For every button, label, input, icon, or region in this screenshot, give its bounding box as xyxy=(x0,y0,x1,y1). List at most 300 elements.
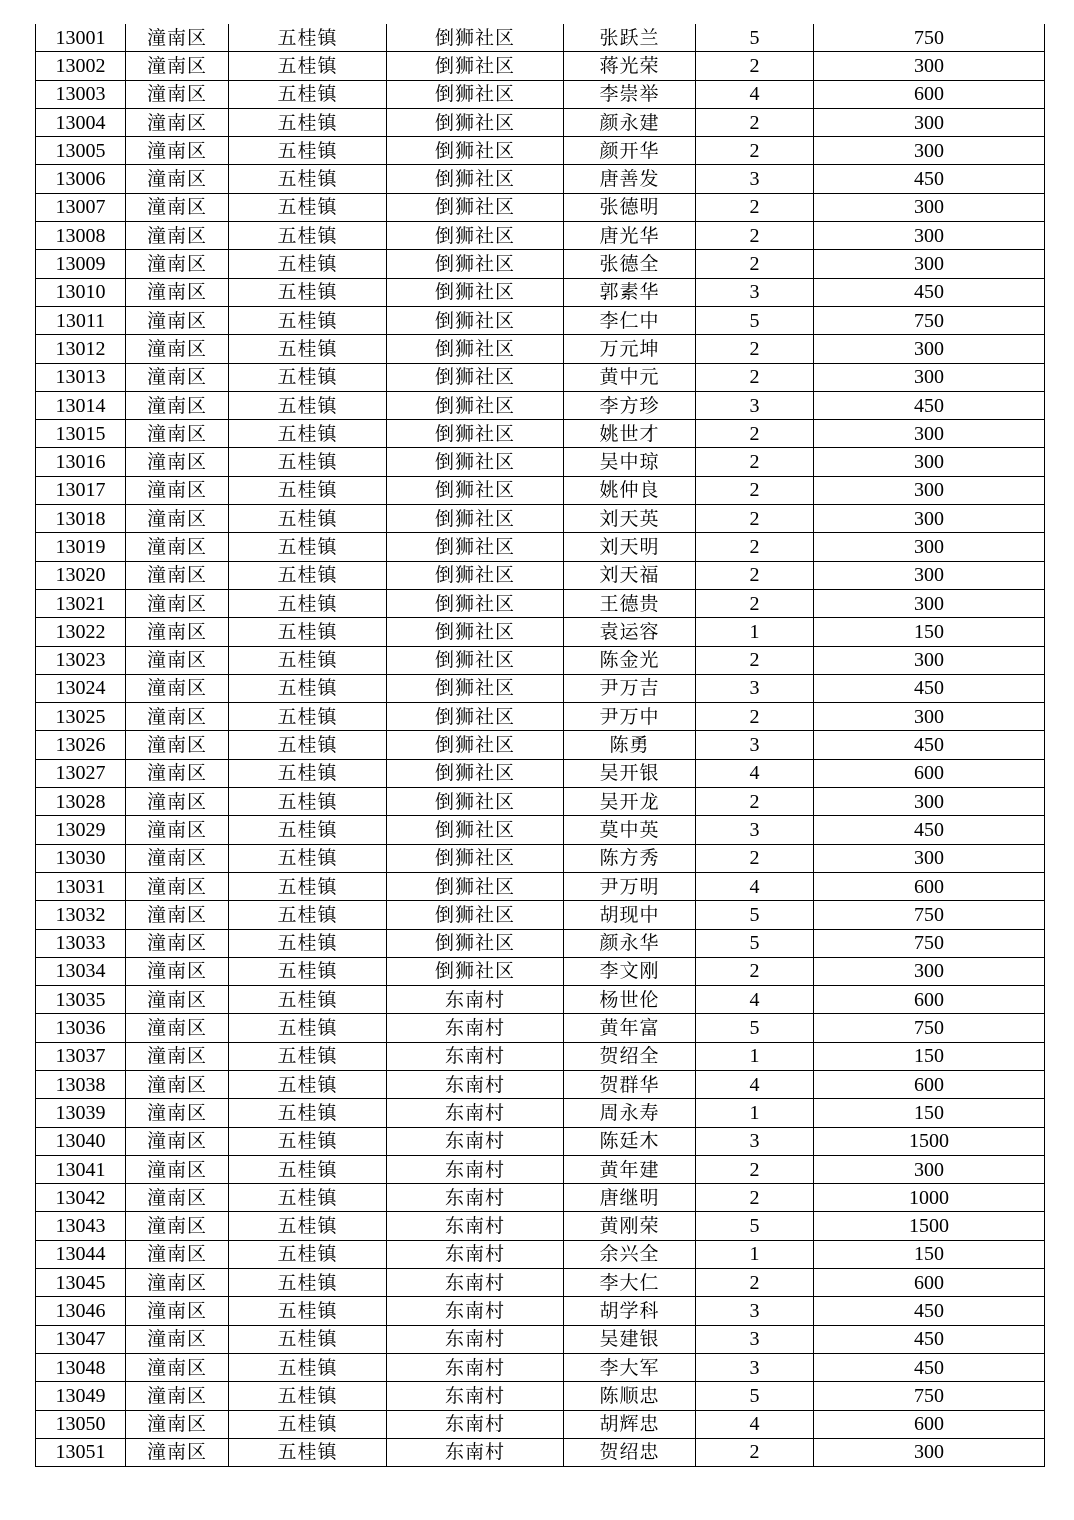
count-cell: 2 xyxy=(696,1155,814,1183)
town-cell: 五桂镇 xyxy=(229,1382,387,1410)
name-cell: 陈勇 xyxy=(564,731,696,759)
count-cell: 2 xyxy=(696,420,814,448)
amount-cell: 300 xyxy=(814,250,1045,278)
id-cell: 13020 xyxy=(36,561,126,589)
amount-cell: 450 xyxy=(814,165,1045,193)
district-cell: 潼南区 xyxy=(126,448,229,476)
id-cell: 13050 xyxy=(36,1410,126,1438)
amount-cell: 450 xyxy=(814,731,1045,759)
amount-cell: 150 xyxy=(814,1240,1045,1268)
community-cell: 倒狮社区 xyxy=(387,80,564,108)
name-cell: 莫中英 xyxy=(564,816,696,844)
district-cell: 潼南区 xyxy=(126,1212,229,1240)
district-cell: 潼南区 xyxy=(126,391,229,419)
id-cell: 13031 xyxy=(36,872,126,900)
community-cell: 东南村 xyxy=(387,1127,564,1155)
amount-cell: 600 xyxy=(814,1410,1045,1438)
id-cell: 13038 xyxy=(36,1070,126,1098)
district-cell: 潼南区 xyxy=(126,646,229,674)
table-row xyxy=(36,533,1045,561)
name-cell: 李文刚 xyxy=(564,957,696,985)
amount-cell: 600 xyxy=(814,986,1045,1014)
table-row xyxy=(36,278,1045,306)
name-cell: 颜永建 xyxy=(564,108,696,136)
name-cell: 贺绍全 xyxy=(564,1042,696,1070)
id-cell: 13019 xyxy=(36,533,126,561)
community-cell: 倒狮社区 xyxy=(387,731,564,759)
district-cell: 潼南区 xyxy=(126,193,229,221)
table-row xyxy=(36,363,1045,391)
district-cell: 潼南区 xyxy=(126,165,229,193)
amount-cell: 600 xyxy=(814,1269,1045,1297)
table-row xyxy=(36,1240,1045,1268)
count-cell: 5 xyxy=(696,1212,814,1240)
community-cell: 倒狮社区 xyxy=(387,533,564,561)
community-cell: 东南村 xyxy=(387,1353,564,1381)
amount-cell: 450 xyxy=(814,674,1045,702)
name-cell: 周永寿 xyxy=(564,1099,696,1127)
count-cell: 2 xyxy=(696,844,814,872)
count-cell: 2 xyxy=(696,957,814,985)
count-cell: 2 xyxy=(696,108,814,136)
district-cell: 潼南区 xyxy=(126,929,229,957)
count-cell: 3 xyxy=(696,1127,814,1155)
amount-cell: 600 xyxy=(814,872,1045,900)
community-cell: 倒狮社区 xyxy=(387,278,564,306)
table-row xyxy=(36,703,1045,731)
id-cell: 13051 xyxy=(36,1438,126,1466)
id-cell: 13013 xyxy=(36,363,126,391)
community-cell: 倒狮社区 xyxy=(387,222,564,250)
town-cell: 五桂镇 xyxy=(229,108,387,136)
district-cell: 潼南区 xyxy=(126,731,229,759)
id-cell: 13005 xyxy=(36,137,126,165)
town-cell: 五桂镇 xyxy=(229,618,387,646)
name-cell: 胡辉忠 xyxy=(564,1410,696,1438)
town-cell: 五桂镇 xyxy=(229,1014,387,1042)
community-cell: 倒狮社区 xyxy=(387,788,564,816)
table-row xyxy=(36,391,1045,419)
count-cell: 2 xyxy=(696,335,814,363)
name-cell: 李大军 xyxy=(564,1353,696,1381)
id-cell: 13035 xyxy=(36,986,126,1014)
amount-cell: 300 xyxy=(814,957,1045,985)
town-cell: 五桂镇 xyxy=(229,250,387,278)
name-cell: 尹万中 xyxy=(564,703,696,731)
count-cell: 2 xyxy=(696,363,814,391)
community-cell: 倒狮社区 xyxy=(387,391,564,419)
table-row xyxy=(36,1297,1045,1325)
community-cell: 倒狮社区 xyxy=(387,618,564,646)
district-cell: 潼南区 xyxy=(126,618,229,646)
table-row xyxy=(36,957,1045,985)
id-cell: 13016 xyxy=(36,448,126,476)
count-cell: 5 xyxy=(696,929,814,957)
name-cell: 余兴全 xyxy=(564,1240,696,1268)
town-cell: 五桂镇 xyxy=(229,278,387,306)
name-cell: 张德明 xyxy=(564,193,696,221)
id-cell: 13043 xyxy=(36,1212,126,1240)
community-cell: 东南村 xyxy=(387,1297,564,1325)
id-cell: 13018 xyxy=(36,505,126,533)
id-cell: 13007 xyxy=(36,193,126,221)
id-cell: 13037 xyxy=(36,1042,126,1070)
community-cell: 东南村 xyxy=(387,1269,564,1297)
table-row xyxy=(36,505,1045,533)
amount-cell: 1500 xyxy=(814,1127,1045,1155)
table-row xyxy=(36,1184,1045,1212)
table-row xyxy=(36,929,1045,957)
count-cell: 1 xyxy=(696,618,814,646)
district-cell: 潼南区 xyxy=(126,589,229,617)
town-cell: 五桂镇 xyxy=(229,1042,387,1070)
count-cell: 1 xyxy=(696,1240,814,1268)
name-cell: 李仁中 xyxy=(564,306,696,334)
count-cell: 2 xyxy=(696,193,814,221)
district-cell: 潼南区 xyxy=(126,1410,229,1438)
district-cell: 潼南区 xyxy=(126,1070,229,1098)
amount-cell: 300 xyxy=(814,788,1045,816)
district-cell: 潼南区 xyxy=(126,1184,229,1212)
count-cell: 4 xyxy=(696,1070,814,1098)
count-cell: 2 xyxy=(696,533,814,561)
community-cell: 倒狮社区 xyxy=(387,505,564,533)
district-cell: 潼南区 xyxy=(126,476,229,504)
district-cell: 潼南区 xyxy=(126,1127,229,1155)
amount-cell: 300 xyxy=(814,448,1045,476)
table-row xyxy=(36,108,1045,136)
community-cell: 倒狮社区 xyxy=(387,703,564,731)
table-row xyxy=(36,1127,1045,1155)
name-cell: 尹万明 xyxy=(564,872,696,900)
id-cell: 13028 xyxy=(36,788,126,816)
name-cell: 尹万吉 xyxy=(564,674,696,702)
count-cell: 4 xyxy=(696,1410,814,1438)
community-cell: 倒狮社区 xyxy=(387,476,564,504)
count-cell: 3 xyxy=(696,1297,814,1325)
town-cell: 五桂镇 xyxy=(229,165,387,193)
amount-cell: 750 xyxy=(814,24,1045,52)
community-cell: 倒狮社区 xyxy=(387,250,564,278)
town-cell: 五桂镇 xyxy=(229,1269,387,1297)
name-cell: 颜永华 xyxy=(564,929,696,957)
community-cell: 东南村 xyxy=(387,1410,564,1438)
town-cell: 五桂镇 xyxy=(229,476,387,504)
table-row xyxy=(36,24,1045,52)
table-row xyxy=(36,788,1045,816)
table-row xyxy=(36,420,1045,448)
district-cell: 潼南区 xyxy=(126,222,229,250)
name-cell: 李大仁 xyxy=(564,1269,696,1297)
community-cell: 倒狮社区 xyxy=(387,108,564,136)
id-cell: 13022 xyxy=(36,618,126,646)
id-cell: 13014 xyxy=(36,391,126,419)
count-cell: 2 xyxy=(696,561,814,589)
community-cell: 倒狮社区 xyxy=(387,957,564,985)
count-cell: 2 xyxy=(696,1184,814,1212)
district-cell: 潼南区 xyxy=(126,1325,229,1353)
count-cell: 3 xyxy=(696,816,814,844)
district-cell: 潼南区 xyxy=(126,250,229,278)
community-cell: 东南村 xyxy=(387,1212,564,1240)
town-cell: 五桂镇 xyxy=(229,420,387,448)
table-row xyxy=(36,759,1045,787)
town-cell: 五桂镇 xyxy=(229,1212,387,1240)
district-cell: 潼南区 xyxy=(126,533,229,561)
id-cell: 13040 xyxy=(36,1127,126,1155)
town-cell: 五桂镇 xyxy=(229,137,387,165)
name-cell: 胡现中 xyxy=(564,901,696,929)
count-cell: 3 xyxy=(696,731,814,759)
count-cell: 2 xyxy=(696,646,814,674)
id-cell: 13030 xyxy=(36,844,126,872)
amount-cell: 150 xyxy=(814,1042,1045,1070)
community-cell: 倒狮社区 xyxy=(387,674,564,702)
amount-cell: 300 xyxy=(814,420,1045,448)
town-cell: 五桂镇 xyxy=(229,646,387,674)
district-cell: 潼南区 xyxy=(126,1297,229,1325)
community-cell: 东南村 xyxy=(387,1438,564,1466)
count-cell: 1 xyxy=(696,1099,814,1127)
name-cell: 唐继明 xyxy=(564,1184,696,1212)
id-cell: 13021 xyxy=(36,589,126,617)
district-cell: 潼南区 xyxy=(126,703,229,731)
community-cell: 倒狮社区 xyxy=(387,561,564,589)
amount-cell: 300 xyxy=(814,844,1045,872)
table-row xyxy=(36,1155,1045,1183)
amount-cell: 300 xyxy=(814,1155,1045,1183)
table-row xyxy=(36,250,1045,278)
table-row xyxy=(36,222,1045,250)
table-row xyxy=(36,844,1045,872)
community-cell: 倒狮社区 xyxy=(387,646,564,674)
table-row xyxy=(36,986,1045,1014)
table-row xyxy=(36,1269,1045,1297)
town-cell: 五桂镇 xyxy=(229,986,387,1014)
amount-cell: 600 xyxy=(814,1070,1045,1098)
community-cell: 倒狮社区 xyxy=(387,589,564,617)
community-cell: 倒狮社区 xyxy=(387,193,564,221)
district-cell: 潼南区 xyxy=(126,561,229,589)
id-cell: 13024 xyxy=(36,674,126,702)
community-cell: 东南村 xyxy=(387,1070,564,1098)
community-cell: 倒狮社区 xyxy=(387,52,564,80)
amount-cell: 300 xyxy=(814,1438,1045,1466)
community-cell: 倒狮社区 xyxy=(387,759,564,787)
amount-cell: 450 xyxy=(814,1325,1045,1353)
amount-cell: 300 xyxy=(814,222,1045,250)
district-cell: 潼南区 xyxy=(126,816,229,844)
community-cell: 倒狮社区 xyxy=(387,929,564,957)
community-cell: 倒狮社区 xyxy=(387,137,564,165)
id-cell: 13009 xyxy=(36,250,126,278)
name-cell: 姚仲良 xyxy=(564,476,696,504)
district-cell: 潼南区 xyxy=(126,24,229,52)
community-cell: 东南村 xyxy=(387,1099,564,1127)
town-cell: 五桂镇 xyxy=(229,1127,387,1155)
table-row xyxy=(36,1410,1045,1438)
count-cell: 3 xyxy=(696,1353,814,1381)
table-row xyxy=(36,137,1045,165)
amount-cell: 150 xyxy=(814,1099,1045,1127)
name-cell: 郭素华 xyxy=(564,278,696,306)
id-cell: 13039 xyxy=(36,1099,126,1127)
town-cell: 五桂镇 xyxy=(229,1155,387,1183)
name-cell: 陈顺忠 xyxy=(564,1382,696,1410)
table-row xyxy=(36,731,1045,759)
id-cell: 13010 xyxy=(36,278,126,306)
table-row xyxy=(36,1070,1045,1098)
count-cell: 5 xyxy=(696,24,814,52)
id-cell: 13003 xyxy=(36,80,126,108)
town-cell: 五桂镇 xyxy=(229,1438,387,1466)
community-cell: 倒狮社区 xyxy=(387,816,564,844)
count-cell: 2 xyxy=(696,703,814,731)
amount-cell: 300 xyxy=(814,363,1045,391)
district-cell: 潼南区 xyxy=(126,1155,229,1183)
district-cell: 潼南区 xyxy=(126,986,229,1014)
district-cell: 潼南区 xyxy=(126,872,229,900)
name-cell: 黄年建 xyxy=(564,1155,696,1183)
amount-cell: 300 xyxy=(814,137,1045,165)
community-cell: 倒狮社区 xyxy=(387,363,564,391)
amount-cell: 150 xyxy=(814,618,1045,646)
id-cell: 13034 xyxy=(36,957,126,985)
name-cell: 王德贵 xyxy=(564,589,696,617)
table-row xyxy=(36,1042,1045,1070)
town-cell: 五桂镇 xyxy=(229,872,387,900)
town-cell: 五桂镇 xyxy=(229,505,387,533)
town-cell: 五桂镇 xyxy=(229,1184,387,1212)
count-cell: 5 xyxy=(696,1382,814,1410)
name-cell: 蒋光荣 xyxy=(564,52,696,80)
district-cell: 潼南区 xyxy=(126,52,229,80)
town-cell: 五桂镇 xyxy=(229,957,387,985)
community-cell: 东南村 xyxy=(387,1014,564,1042)
town-cell: 五桂镇 xyxy=(229,759,387,787)
id-cell: 13045 xyxy=(36,1269,126,1297)
name-cell: 胡学科 xyxy=(564,1297,696,1325)
id-cell: 13004 xyxy=(36,108,126,136)
town-cell: 五桂镇 xyxy=(229,24,387,52)
id-cell: 13027 xyxy=(36,759,126,787)
district-cell: 潼南区 xyxy=(126,957,229,985)
district-cell: 潼南区 xyxy=(126,1353,229,1381)
town-cell: 五桂镇 xyxy=(229,1099,387,1127)
table-row xyxy=(36,1014,1045,1042)
id-cell: 13032 xyxy=(36,901,126,929)
town-cell: 五桂镇 xyxy=(229,335,387,363)
name-cell: 刘天明 xyxy=(564,533,696,561)
town-cell: 五桂镇 xyxy=(229,929,387,957)
id-cell: 13017 xyxy=(36,476,126,504)
district-cell: 潼南区 xyxy=(126,335,229,363)
community-cell: 东南村 xyxy=(387,986,564,1014)
amount-cell: 750 xyxy=(814,901,1045,929)
community-cell: 东南村 xyxy=(387,1155,564,1183)
amount-cell: 750 xyxy=(814,306,1045,334)
id-cell: 13011 xyxy=(36,306,126,334)
district-cell: 潼南区 xyxy=(126,1240,229,1268)
id-cell: 13006 xyxy=(36,165,126,193)
district-cell: 潼南区 xyxy=(126,674,229,702)
amount-cell: 300 xyxy=(814,108,1045,136)
community-cell: 东南村 xyxy=(387,1184,564,1212)
district-cell: 潼南区 xyxy=(126,505,229,533)
amount-cell: 300 xyxy=(814,533,1045,561)
town-cell: 五桂镇 xyxy=(229,52,387,80)
town-cell: 五桂镇 xyxy=(229,561,387,589)
town-cell: 五桂镇 xyxy=(229,363,387,391)
amount-cell: 1000 xyxy=(814,1184,1045,1212)
amount-cell: 750 xyxy=(814,1382,1045,1410)
table-row xyxy=(36,646,1045,674)
town-cell: 五桂镇 xyxy=(229,448,387,476)
id-cell: 13002 xyxy=(36,52,126,80)
data-table xyxy=(35,24,1045,1467)
town-cell: 五桂镇 xyxy=(229,1297,387,1325)
amount-cell: 600 xyxy=(814,80,1045,108)
district-cell: 潼南区 xyxy=(126,363,229,391)
table-row xyxy=(36,193,1045,221)
town-cell: 五桂镇 xyxy=(229,391,387,419)
amount-cell: 300 xyxy=(814,646,1045,674)
amount-cell: 300 xyxy=(814,52,1045,80)
table-row xyxy=(36,901,1045,929)
town-cell: 五桂镇 xyxy=(229,1353,387,1381)
table-row xyxy=(36,618,1045,646)
table-row xyxy=(36,1212,1045,1240)
name-cell: 刘天英 xyxy=(564,505,696,533)
name-cell: 唐善发 xyxy=(564,165,696,193)
count-cell: 5 xyxy=(696,1014,814,1042)
table-row xyxy=(36,448,1045,476)
name-cell: 李方珍 xyxy=(564,391,696,419)
count-cell: 2 xyxy=(696,1269,814,1297)
count-cell: 2 xyxy=(696,505,814,533)
district-cell: 潼南区 xyxy=(126,1269,229,1297)
count-cell: 5 xyxy=(696,901,814,929)
count-cell: 2 xyxy=(696,250,814,278)
name-cell: 吴中琼 xyxy=(564,448,696,476)
table-row xyxy=(36,561,1045,589)
name-cell: 陈廷木 xyxy=(564,1127,696,1155)
id-cell: 13033 xyxy=(36,929,126,957)
amount-cell: 300 xyxy=(814,589,1045,617)
id-cell: 13036 xyxy=(36,1014,126,1042)
amount-cell: 450 xyxy=(814,278,1045,306)
id-cell: 13041 xyxy=(36,1155,126,1183)
table-row xyxy=(36,306,1045,334)
count-cell: 4 xyxy=(696,759,814,787)
district-cell: 潼南区 xyxy=(126,844,229,872)
town-cell: 五桂镇 xyxy=(229,674,387,702)
count-cell: 2 xyxy=(696,448,814,476)
town-cell: 五桂镇 xyxy=(229,703,387,731)
count-cell: 2 xyxy=(696,137,814,165)
community-cell: 倒狮社区 xyxy=(387,901,564,929)
table-row xyxy=(36,674,1045,702)
amount-cell: 450 xyxy=(814,1297,1045,1325)
town-cell: 五桂镇 xyxy=(229,222,387,250)
table-row xyxy=(36,1438,1045,1466)
table-row xyxy=(36,1382,1045,1410)
id-cell: 13026 xyxy=(36,731,126,759)
name-cell: 陈金光 xyxy=(564,646,696,674)
district-cell: 潼南区 xyxy=(126,1099,229,1127)
district-cell: 潼南区 xyxy=(126,278,229,306)
name-cell: 张跃兰 xyxy=(564,24,696,52)
